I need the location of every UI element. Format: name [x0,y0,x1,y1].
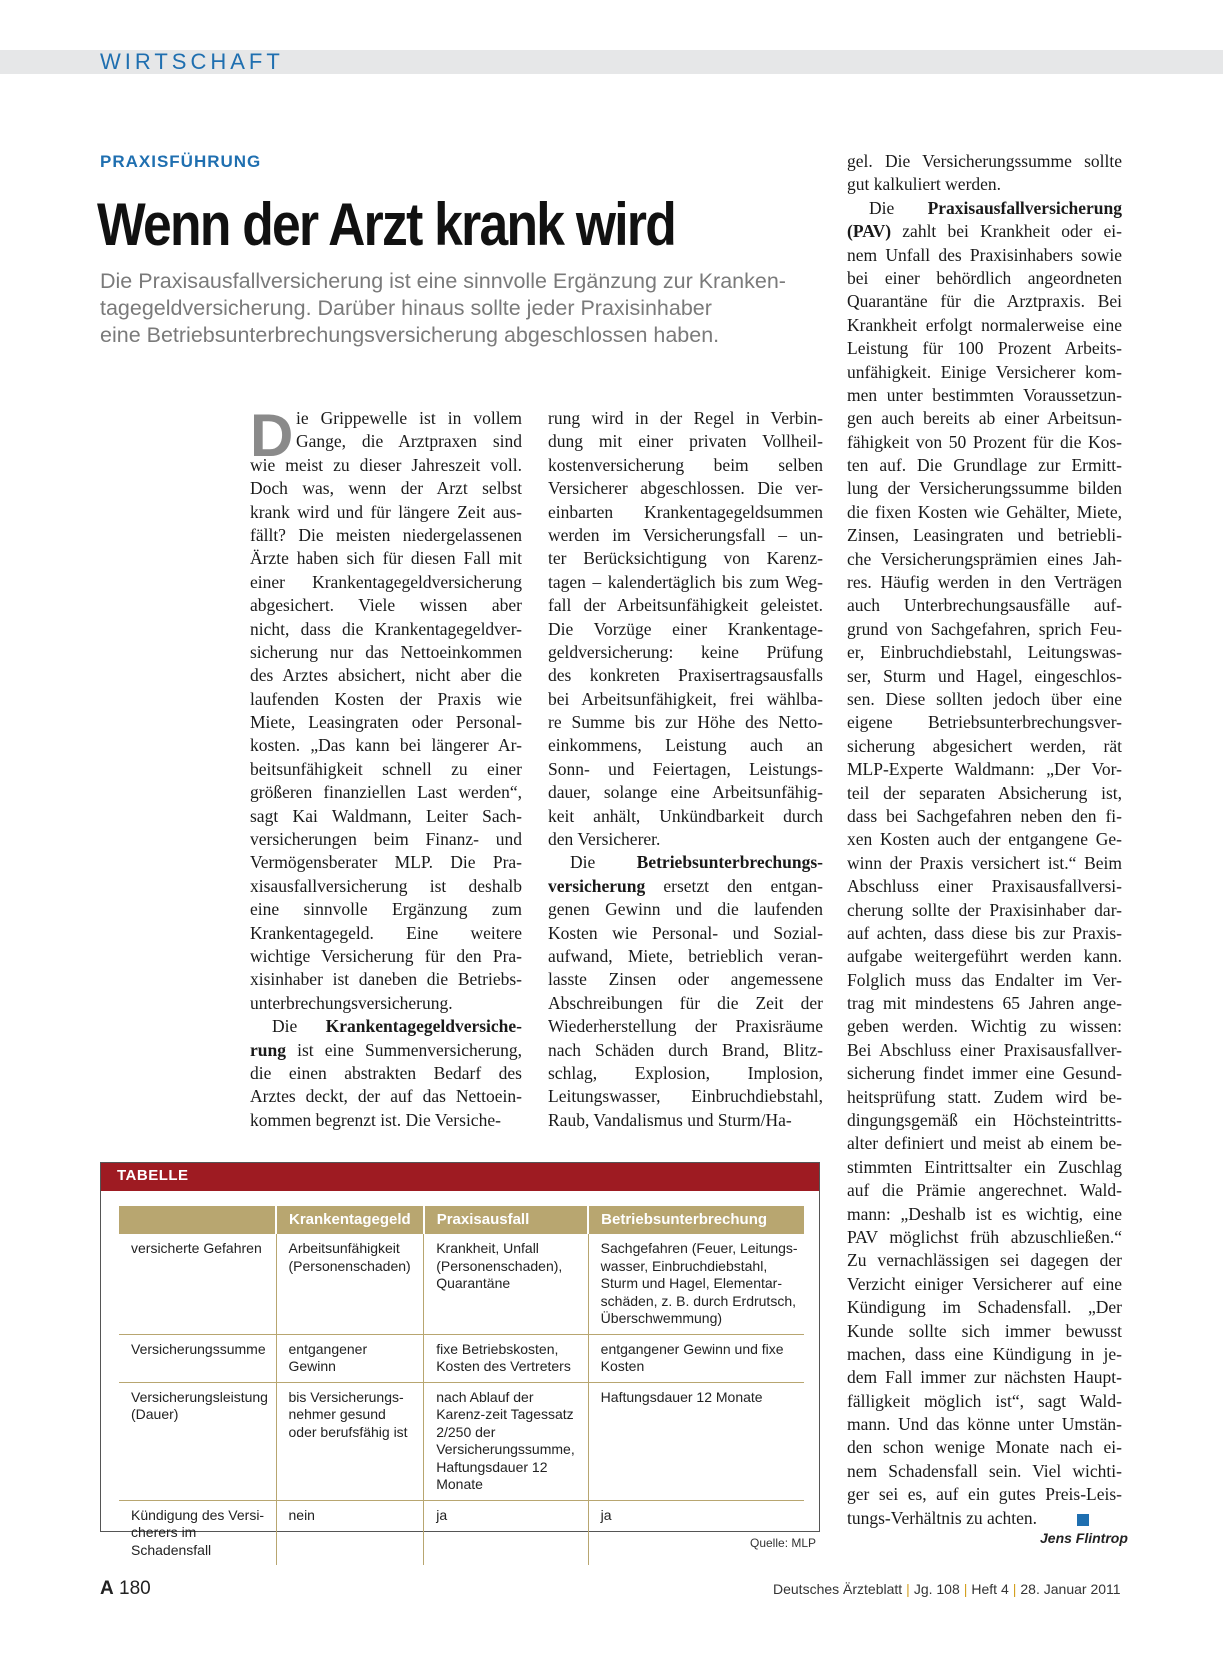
article-line: Krankentagegeld. Eine weitere [250,922,522,943]
article-line: des Arztes absichert, nicht aber die [250,665,522,686]
article-line: men unter bestimmten Voraussetzun- [847,384,1122,405]
article-line: gel. Die Versicherungssumme sollte [847,151,1122,171]
table-cell: ja [424,1500,588,1565]
article-line: Die Krankentagegeldversiche- [272,1016,522,1037]
table-cell: Sachgefahren (Feuer, Leitungs-wasser, Einbruchdiebstahl, Sturm und Hagel, Elementar-schäden, z. B. durch Erdrutsch, Überschwemmung) [588,1234,804,1334]
lead-line: Die Praxisausfallversicherung ist eine sinnvolle Ergänzung zur Kranken- [100,269,786,293]
article-line: dingungsgemäß ein Höchsteintritts- [847,1110,1122,1131]
article-line: Raub, Vandalismus und Sturm/Ha- [548,1109,792,1130]
article-line: nem Unfall des Praxisinhabers sowie [847,244,1122,265]
article-line: Die Vorzüge einer Krankentage- [548,618,823,639]
article-line: einbarten Krankentagegeldsummen [548,501,823,522]
article-line: keit anhält, Unkündbarkeit durch [548,805,823,826]
journal-info: Deutsches Ärzteblatt | Jg. 108 | Heft 4 | 28. Januar 2011 [773,1581,1121,1597]
article-line: tagen – kalendertäglich bis zum Weg- [548,571,823,592]
article-line: Sonn- und Feiertagen, Leistungs- [548,758,823,779]
section-label: WIRTSCHAFT [100,49,284,74]
article-line: beitsunfähigkeit schnell zu einer [250,758,522,779]
table-row [119,1234,804,1334]
article-line: xisausfallversicherung ist deshalb [250,875,522,896]
article-line: sen. Diese sollten jedoch über eine [847,688,1122,709]
table-cell: bis Versicherungs-nehmer gesund oder berufsfähig ist [276,1382,424,1500]
article-line: Krankheit erfolgt normalerweise eine [847,314,1122,335]
article-line: dass bei Sachgefahren neben den fi- [847,805,1122,826]
drop-cap: D [250,402,294,469]
article-line: grund von Sachgefahren, sprich Feu- [847,618,1122,639]
article-line: Leitungswasser, Einbruchdiebstahl, [548,1086,823,1107]
article-line: sicherung findet immer eine Gesund- [847,1063,1122,1084]
article-line: sicherung abgesichert werden, rät [847,735,1122,756]
article-line: Die Praxisausfallversicherung [869,197,1122,218]
article-line: einkommens, Leistung auch an [548,735,823,756]
table-row [119,1334,804,1382]
article-line: größeren finanziellen Last werden“, [250,782,522,803]
article-line: auch Unterbrechungsausfälle auf- [847,595,1122,616]
article-line: Kündigung im Schadensfall. „Der [847,1297,1122,1318]
article-line: gut kalkuliert werden. [847,174,1002,195]
article-line: Ärzte haben sich für diesen Fall mit [250,548,522,569]
article-line: wichtige Versicherung für den Pra- [250,945,522,966]
table-cell: Versicherungssumme [119,1334,276,1382]
article-line: geben werden. Wichtig zu wissen: [847,1016,1122,1037]
article-line: Kunde sollte sich immer bewusst [847,1320,1122,1341]
article-line: Vermögensberater MLP. Die Pra- [250,852,522,873]
journal-name: Deutsches Ärzteblatt [773,1581,903,1597]
article-line: versicherungen beim Finanz- und [250,829,522,850]
article-line: nem Schadensfall sein. Viel wichti- [847,1460,1122,1481]
article-column-2 [548,407,823,1132]
article-line: auf die Prämie angerechnet. Wald- [847,1180,1122,1201]
article-line: den Versicherer. [548,829,661,850]
journal-date: 28. Januar 2011 [1020,1581,1121,1597]
article-line: mann. Und das könne unter Umstän- [847,1414,1122,1435]
kicker: PRAXISFÜHRUNG [100,152,262,171]
article-line: Quarantäne für die Arztpraxis. Bei [847,291,1122,312]
article-line: eigene Betriebsunterbrechungsver- [847,712,1122,733]
table-header-bar [101,1163,819,1191]
article-line: stimmten Eintrittsalter ein Zuschlag [847,1156,1122,1177]
article-line: ten auf. Die Grundlage zur Ermitt- [847,455,1122,476]
article-line: lung der Versicherungssumme bilden [847,478,1122,499]
article-line: auf achten, dass diese bis zur Praxis- [847,922,1122,943]
article-line: Gange, die Arztpraxen sind [296,431,522,452]
article-line: Zu vernachlässigen sei dagegen der [847,1250,1122,1271]
article-line: bei Arbeitsunfähigkeit, frei wählba- [548,688,823,709]
table-header-row [119,1206,804,1234]
comparison-table [119,1206,804,1565]
headline: Wenn der Arzt krank wird [97,191,676,258]
table-cell: entgangener Gewinn und fixe Kosten [588,1334,804,1382]
article-line: PAV möglichst früh abzuschließen.“ [847,1226,1122,1247]
article-line: dung mit einer privaten Vollheil- [548,431,823,452]
article-line: nicht, dass die Krankentagegeldver- [250,618,522,639]
page-number-value: 180 [119,1578,151,1599]
article-line: kosten. „Das kann bei längerer Ar- [250,735,522,756]
article-line: ter Berücksichtigung von Karenz- [548,548,823,569]
article-line: sicherung nur das Nettoeinkommen [250,641,522,662]
article-line: aufgabe weitergeführt werden kann. [847,946,1122,967]
journal-issue: Heft 4 [971,1581,1009,1597]
table-header-cell: Praxisausfall [424,1206,588,1234]
table-cell: ja [588,1500,804,1565]
article-line: ser, Sturm und Hagel, eingeschlos- [847,665,1122,686]
author: Jens Flintrop [1040,1530,1128,1546]
article-line: unterbrechungsversicherung. [250,992,453,1013]
journal-volume: Jg. 108 [913,1581,960,1597]
lead-line: tagegeldversicherung. Darüber hinaus sollte jeder Praxisinhaber [100,296,712,320]
table-cell: nein [276,1500,424,1565]
article-line: trag mit mindestens 65 Jahren ange- [847,993,1122,1014]
table-label: TABELLE [117,1167,189,1184]
article-line: lasste Zinsen oder angemessene [548,969,823,990]
article-line: Arztes deckt, der auf das Nettoein- [250,1086,522,1107]
article-line: tungs-Verhältnis zu achten. [847,1507,1122,1530]
article-line: Die Betriebsunterbrechungs- [570,852,823,873]
article-line: aufwand, Miete, betrieblich veran- [548,945,823,966]
table-cell: fixe Betriebskosten, Kosten des Vertreters [424,1334,588,1382]
article-line: kostenversicherung beim selben [548,454,823,475]
article-line: Bei Abschluss einer Praxisausfallver- [847,1039,1122,1060]
article-line: laufenden Kosten der Praxis wie [250,688,522,709]
table-row [119,1382,804,1500]
article-line: winn der Praxis versichert ist.“ Beim [847,852,1122,873]
article-line: fälligkeit möglich ist“, sagt Wald- [847,1390,1122,1411]
article-line: kommen begrenzt ist. Die Versiche- [250,1109,501,1130]
article-line: ie Grippewelle ist in vollem [296,408,522,428]
article-line: heitsprüfung statt. Zudem wird be- [847,1086,1122,1107]
article-line: Abschreibungen für die Zeit der [548,992,823,1013]
end-mark-icon [1077,1514,1089,1526]
table-cell: Versicherungsleistung (Dauer) [119,1382,276,1500]
article-line: Doch was, wenn der Arzt selbst [250,478,522,499]
article-line: versicherung ersetzt den entgan- [548,875,823,896]
article-line: dem Fall immer zur nächsten Haupt- [847,1367,1122,1388]
article-line: xisinhaber ist daneben die Betriebs- [250,969,522,990]
article-line: Verzicht einiger Versicherer auf eine [847,1273,1122,1294]
table-cell: Krankheit, Unfall (Personenschaden), Quarantäne [424,1234,588,1334]
article-line: fähigkeit von 50 Prozent für die Kos- [847,431,1122,452]
article-line: geldversicherung: keine Prüfung [548,641,823,662]
article-line: eine sinnvolle Ergänzung zum [250,899,522,920]
article-line: ger sei es, auf ein gutes Preis-Leis- [847,1484,1122,1505]
article-line: die fixen Kosten wie Gehälter, Miete, [847,501,1122,522]
article-line: Versicherer abgeschlossen. Die ver- [548,478,823,499]
article-line: (PAV) zahlt bei Krankheit oder ei- [847,221,1122,242]
article-line: Abschluss einer Praxisausfallversi- [847,876,1122,897]
table-cell: Kündigung des Versi-cherers im Schadensfall [131,1506,265,1558]
article-line: Leistung für 100 Prozent Arbeits- [847,338,1122,359]
article-line: MLP-Experte Waldmann: „Der Vor- [847,759,1122,780]
article-line: fällt? Die meisten niedergelassenen [250,524,522,545]
article-line: re Summe bis zur Höhe des Netto- [548,712,823,733]
article-line: rung ist eine Summenversicherung, [250,1039,522,1060]
page-number [100,1578,151,1600]
article-line: den schon wenige Monate nach ei- [847,1437,1122,1458]
article-line: Miete, Leasingraten oder Personal- [250,712,522,733]
article-line: cherung sollte der Praxisinhaber dar- [847,899,1122,920]
article-line: machen, dass eine Kündigung in je- [847,1343,1122,1364]
article-line: die einen abstrakten Bedarf des [250,1062,522,1083]
article-line: teil der separaten Absicherung ist, [847,782,1122,803]
article-line: abgesichert. Viele wissen aber [250,595,522,616]
article-line: des konkreten Praxisertragsausfalls [548,665,823,686]
table-cell: Haftungsdauer 12 Monate [588,1382,804,1500]
article-line: er, Einbruchdiebstahl, Leitungswas- [847,642,1122,663]
article-line: unfähigkeit. Einige Versicherer kom- [847,361,1122,382]
article-line: che Versicherungsprämien eines Jah- [847,548,1122,569]
article-line: alter definiert und meist ab einem be- [847,1133,1122,1154]
article-line: genen Gewinn und die laufenden [548,899,823,920]
table-source: Quelle: MLP [750,1536,817,1550]
article-line: gen auch bereits ab einer Arbeitsun- [847,408,1122,429]
article-line: Wiederherstellung der Praxisräume [548,1016,823,1037]
table-header-cell: Betriebsunterbrechung [588,1206,804,1234]
article-line: rung wird in der Regel in Verbin- [548,408,823,428]
article-line: werden im Versicherungsfall – un- [548,524,823,545]
article-line: bei einer behördlich angeordneten [847,267,1122,288]
article-line: Kosten wie Personal- und Sozial- [548,922,823,943]
article-line: mann: „Deshalb ist es wichtig, eine [847,1203,1122,1224]
article-line: sagt Kai Waldmann, Leiter Sach- [250,805,522,826]
article-line: fall der Arbeitsunfähigkeit geleistet. [548,595,823,616]
table-cell: nach Ablauf der Karenz-zeit Tagessatz 2/250 der Versicherungssumme, Haftungsdauer 12 Monate [424,1382,588,1500]
article-line: schlag, Explosion, Implosion, [548,1062,823,1083]
page-prefix: A [100,1578,114,1599]
lead-paragraph [100,268,820,349]
article-column-3 [847,150,1122,1530]
article-line: nach Schäden durch Brand, Blitz- [548,1039,823,1060]
table-cell: Arbeitsunfähigkeit (Personenschaden) [276,1234,424,1334]
article-line: einer Krankentagegeldversicherung [250,571,522,592]
table-cell: versicherte Gefahren [119,1234,276,1334]
article-line: wie meist zu dieser Jahreszeit voll. [250,454,522,475]
table-header-cell: Krankentagegeld [276,1206,424,1234]
article-line: res. Häufig werden in den Verträgen [847,572,1122,593]
table-header-cell [119,1206,276,1234]
lead-line: eine Betriebsunterbrechungsversicherung abgeschlossen haben. [100,323,720,347]
article-line: Folglich muss das Endalter im Ver- [847,969,1122,990]
article-line: Zinsen, Leasingraten und betriebli- [847,525,1122,546]
table-row [119,1500,804,1565]
article-column-1 [250,402,522,1132]
article-line: krank wird und für längere Zeit aus- [250,501,522,522]
article-line: dauer, solange eine Arbeitsunfähig- [548,782,823,803]
table-cell: entgangener Gewinn [276,1334,424,1382]
article-line: xen Kosten auch der entgangene Ge- [847,829,1122,850]
